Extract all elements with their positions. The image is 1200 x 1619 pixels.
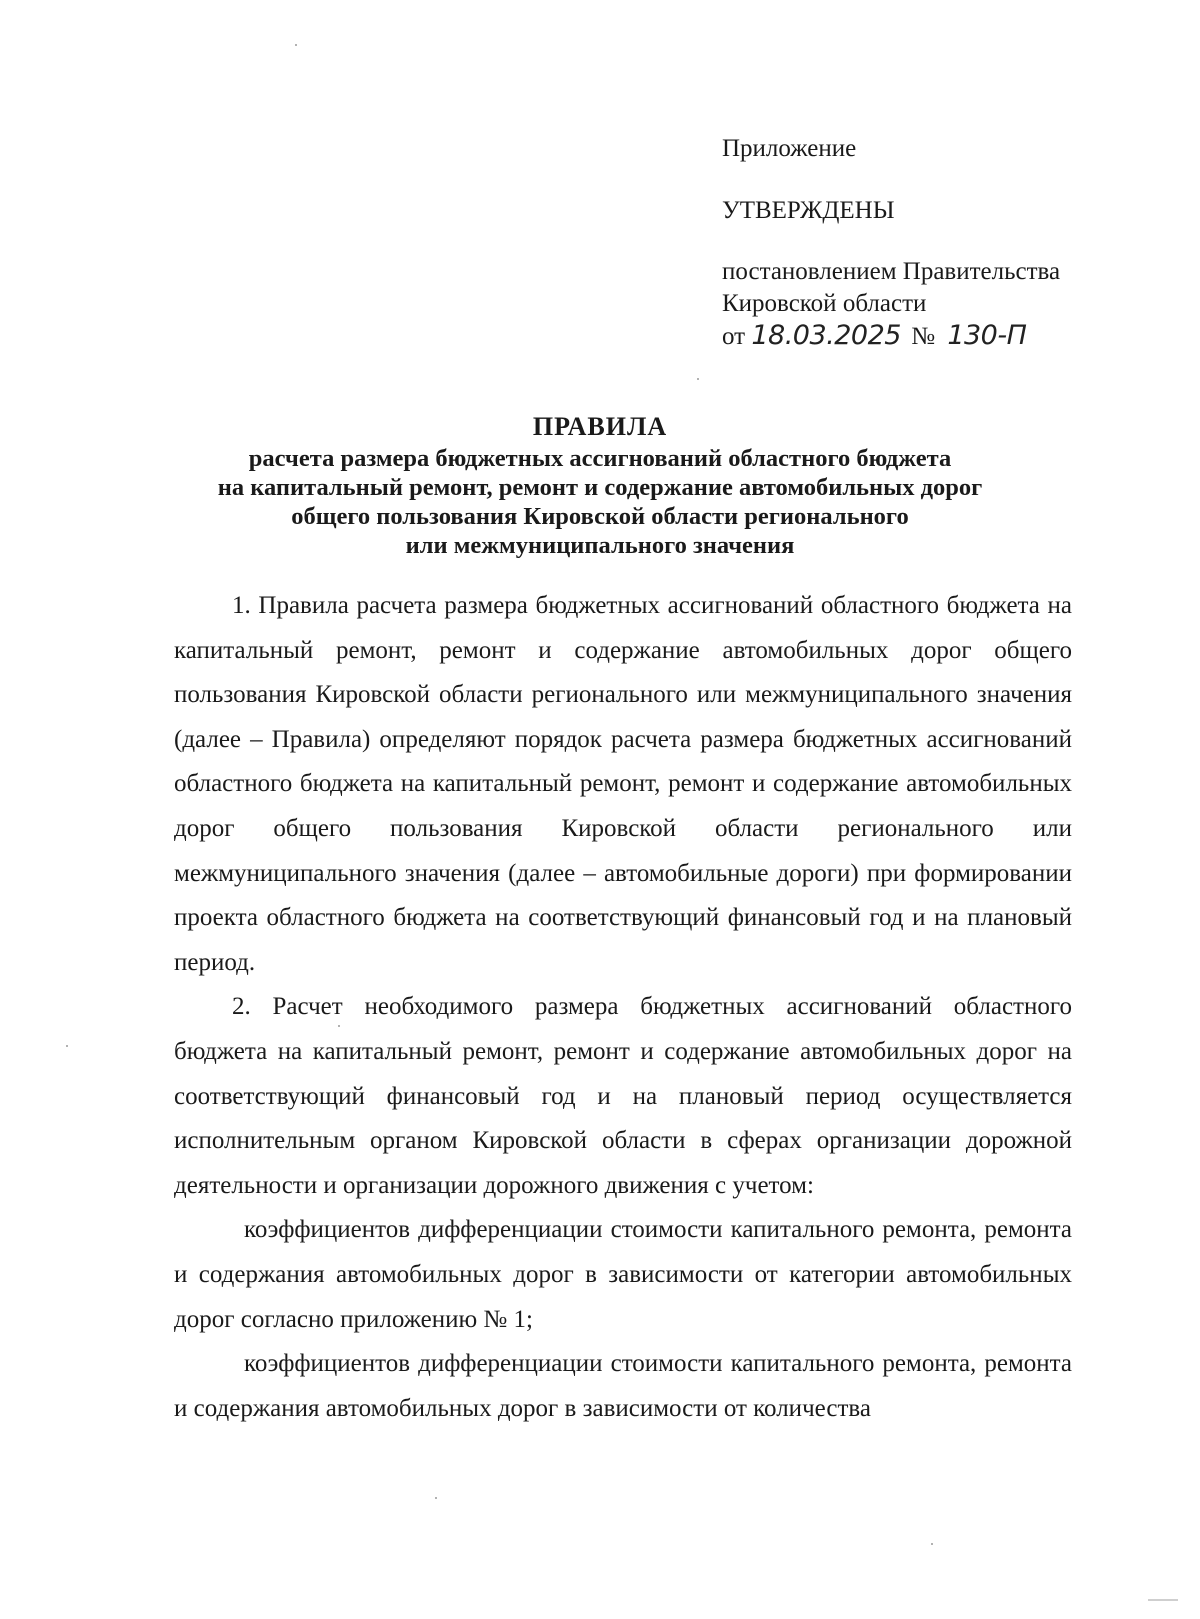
number-sign: №: [911, 323, 936, 350]
handwritten-number: 130-П: [947, 320, 1027, 351]
paragraph-2: 2. Расчет необходимого размера бюджетных ассигнований областного бюджета на капитальный ремонт, ремонт и содержание автомобильных дорог на соответствующий финансовый год и на плановый период осуществляется исполнительным органом Кировской области в сферах организации дорожной деятельности и организации дорожного движения с учетом:: [174, 993, 1072, 1199]
date-prefix: от: [722, 323, 746, 350]
paragraph-1: 1. Правила расчета размера бюджетных ассигнований областного бюджета на капитальный ремонт, ремонт и содержание автомобильных дорог общего пользования Кировской области регионального или межмуниципального значения (далее – Правила) определяют порядок расчета размера бюджетных ассигнований областного бюджета на капитальный ремонт, ремонт и содержание автомобильных дорог общего пользования Кировской области регионального или межмуниципального значения (далее – автомобильные дороги) при формировании проекта областного бюджета на соответствующий финансовый год и на плановый период.: [174, 592, 1072, 976]
handwritten-date: 18.03.2025: [751, 320, 901, 351]
subtitle-line: общего пользования Кировской области регионального: [291, 503, 909, 530]
list-item-coefficient-category: коэффициентов дифференциации стоимости капитального ремонта, ремонта и содержания автомобильных дорог в зависимости от категории автомобильных дорог согласно приложению № 1;: [174, 1216, 1072, 1333]
scan-speck: [295, 44, 297, 46]
scan-speck: [697, 378, 699, 380]
resolution-line-1: постановлением Правительства: [722, 258, 1061, 285]
scan-speck: [931, 1543, 933, 1545]
list-item-coefficient-quantity: коэффициентов дифференциации стоимости капитального ремонта, ремонта и содержания автомобильных дорог в зависимости от количества: [174, 1350, 1072, 1422]
appendix-label: Приложение: [722, 135, 857, 162]
document-body: [174, 584, 1072, 1431]
scan-speck: [338, 1025, 340, 1027]
approved-label: УТВЕРЖДЕНЫ: [722, 197, 895, 224]
document-title-block: [130, 410, 1070, 560]
scan-speck: [66, 1045, 68, 1047]
subtitle-line: или межмуниципального значения: [405, 532, 795, 559]
resolution-line-2: Кировской области: [722, 290, 927, 317]
document-title: ПРАВИЛА: [532, 412, 668, 441]
subtitle-line: расчета размера бюджетных ассигнований областного бюджета: [248, 445, 952, 472]
approval-header: [722, 133, 1142, 353]
resolution-date-line: [722, 320, 1142, 353]
document-subtitle: [130, 444, 1070, 560]
page-edge-mark: [1148, 1599, 1178, 1601]
subtitle-line: на капитальный ремонт, ремонт и содержание автомобильных дорог: [217, 474, 983, 501]
scan-speck: [435, 1497, 437, 1499]
